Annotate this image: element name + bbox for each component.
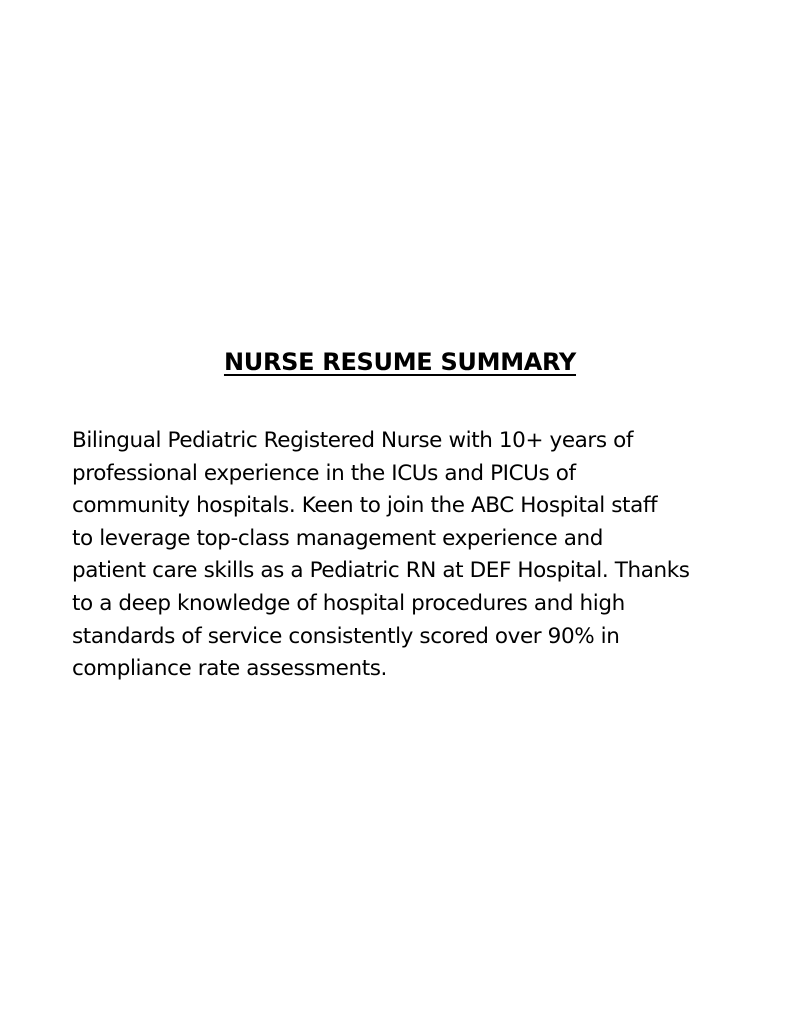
summary-paragraph — [72, 425, 752, 686]
summary-line: standards of service consistently scored over 90% in — [72, 623, 620, 649]
summary-line: patient care skills as a Pediatric RN at DEF Hospital. Thanks — [72, 558, 690, 584]
summary-line: to leverage top-class management experience and — [72, 525, 603, 551]
summary-line: to a deep knowledge of hospital procedures and high — [72, 590, 625, 616]
page-title — [0, 344, 800, 380]
page-title-text: NURSE RESUME SUMMARY — [223, 348, 577, 376]
summary-line: community hospitals. Keen to join the ABC Hospital staff — [72, 493, 658, 519]
summary-line: compliance rate assessments. — [72, 656, 387, 682]
summary-line: professional experience in the ICUs and PICUs of — [72, 460, 576, 486]
summary-line: Bilingual Pediatric Registered Nurse with 10+ years of — [72, 428, 634, 453]
